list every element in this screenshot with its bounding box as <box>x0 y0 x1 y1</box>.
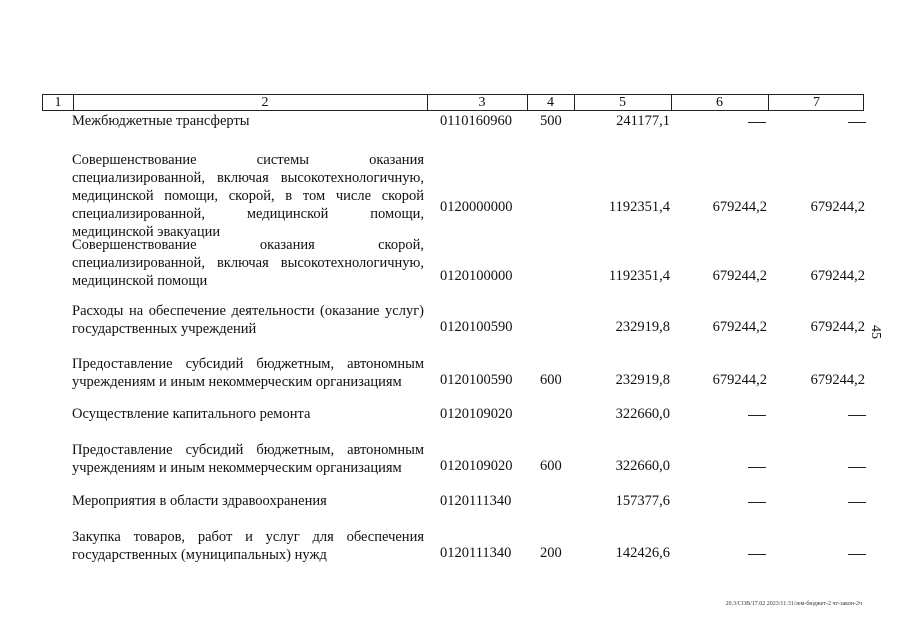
header-col-4: 4 <box>547 95 554 110</box>
row-amount-col6: 679244,2 <box>712 319 767 335</box>
row-description: Предоставление субсидий бюджетным, автономным учреждениям и иным некоммерческим организациям <box>72 356 424 390</box>
row-expense-type: 500 <box>540 113 562 129</box>
row-description: Предоставление субсидий бюджетным, автономным учреждениям и иным некоммерческим организациям <box>72 442 424 476</box>
row-col6-dash <box>748 554 766 555</box>
row-col6-dash <box>748 502 766 503</box>
row-description: Совершенствование оказания скорой, специализированной, включая высокотехнологичную, медицинской помощи <box>72 237 424 289</box>
row-amount-col7: 679244,2 <box>810 268 865 284</box>
row-amount-col6: 679244,2 <box>712 199 767 215</box>
row-expense-type: 600 <box>540 372 562 388</box>
row-description: Совершенствование системы оказания специализированной, включая высокотехнологичную, медицинской помощи, скорой, в том числе скорой специализированной, медицинской помощи, медицинской эвакуации <box>72 152 424 240</box>
row-code: 0120100000 <box>440 268 513 284</box>
row-description: Расходы на обеспечение деятельности (оказание услуг) государственных учреждений <box>72 303 424 337</box>
row-col6-dash <box>748 467 766 468</box>
page-number: 45 <box>868 325 883 339</box>
document-footer: 20.3/СОВ/17.02 2023/11:31/зем-бюджет-2 чт-закон-2ч <box>725 601 862 607</box>
header-col-6: 6 <box>716 95 723 110</box>
header-col-2: 2 <box>261 95 269 110</box>
row-amount-col5: 232919,8 <box>615 319 670 335</box>
row-code: 0120100590 <box>440 319 513 335</box>
row-col7-dash <box>848 554 866 555</box>
row-amount-col5: 241177,1 <box>616 113 670 129</box>
row-code: 0120111340 <box>440 545 512 561</box>
row-col6-dash <box>748 415 766 416</box>
row-code: 0120111340 <box>440 493 512 509</box>
row-amount-col5: 322660,0 <box>615 458 670 474</box>
row-expense-type: 600 <box>540 458 562 474</box>
row-code: 0110160960 <box>440 113 512 129</box>
row-amount-col5: 1192351,4 <box>608 199 670 215</box>
row-amount-col7: 679244,2 <box>810 372 865 388</box>
table-header <box>42 94 864 111</box>
row-col7-dash <box>848 502 866 503</box>
row-amount-col7: 679244,2 <box>810 199 865 215</box>
row-description: Мероприятия в области здравоохранения <box>72 493 327 509</box>
row-description: Закупка товаров, работ и услуг для обеспечения государственных (муниципальных) нужд <box>72 529 424 563</box>
row-code: 0120109020 <box>440 406 513 422</box>
header-col-7: 7 <box>813 95 820 110</box>
header-col-3: 3 <box>478 95 486 110</box>
header-col-1: 1 <box>54 95 62 110</box>
row-col6-dash <box>748 122 766 123</box>
row-amount-col5: 1192351,4 <box>608 268 670 284</box>
row-code: 0120109020 <box>440 458 513 474</box>
row-code: 0120000000 <box>440 199 513 215</box>
row-code: 0120100590 <box>440 372 513 388</box>
row-amount-col5: 322660,0 <box>615 406 670 422</box>
header-col-5: 5 <box>619 95 626 110</box>
row-amount-col5: 232919,8 <box>615 372 670 388</box>
row-description: Межбюджетные трансферты <box>72 113 250 129</box>
row-description: Осуществление капитального ремонта <box>72 406 311 422</box>
row-col7-dash <box>848 122 866 123</box>
row-amount-col7: 679244,2 <box>810 319 865 335</box>
row-expense-type: 200 <box>540 545 562 561</box>
row-amount-col5: 142426,6 <box>615 545 670 561</box>
row-amount-col6: 679244,2 <box>712 372 767 388</box>
row-amount-col5: 157377,6 <box>615 493 670 509</box>
row-col7-dash <box>848 467 866 468</box>
row-col7-dash <box>848 415 866 416</box>
row-amount-col6: 679244,2 <box>712 268 767 284</box>
